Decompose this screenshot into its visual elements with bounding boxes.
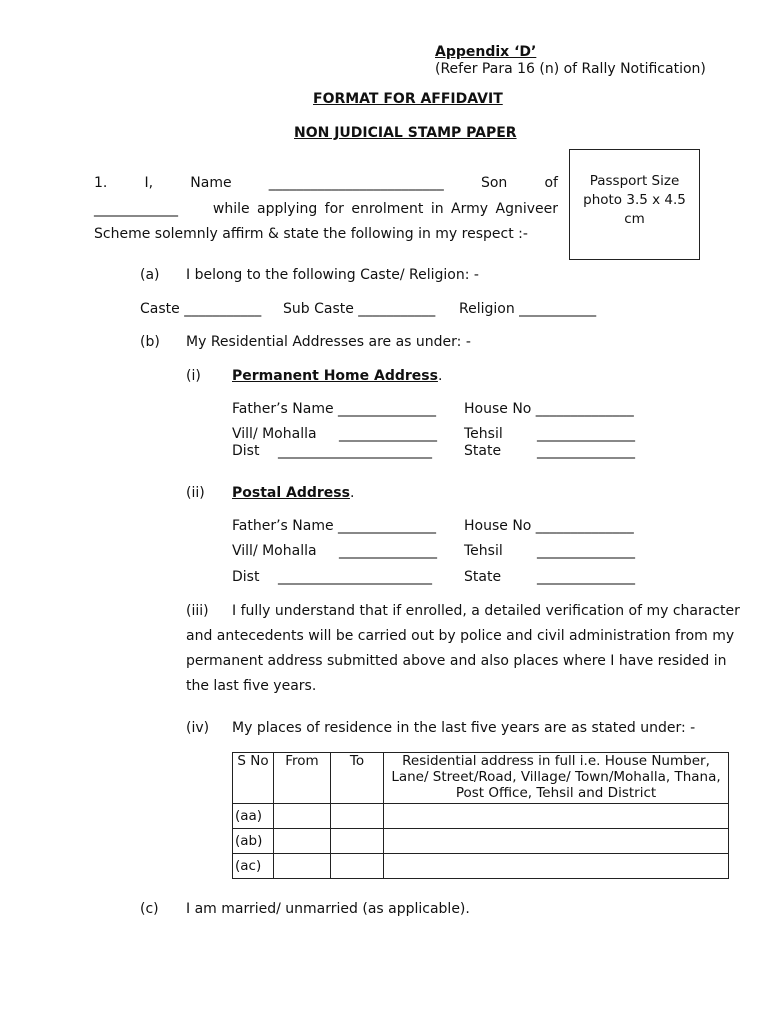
para1-number: 1. [94,175,108,191]
para1-name-label: Name [190,175,232,191]
permanent-fathers-name[interactable]: Father’s Name ______________ [232,401,437,417]
postal-title: Postal Address [232,485,350,501]
permanent-dist-label: Dist [232,443,260,459]
residence-table [232,752,729,879]
permanent-state-label: State [464,443,502,459]
section-c-text: I am married/ unmarried (as applicable). [186,901,470,917]
postal-tehsil-blank[interactable]: ______________ [537,543,635,559]
permanent-vill-label: Vill/ Mohalla [232,426,317,442]
document-title: FORMAT FOR AFFIDAVIT [313,91,503,107]
caste-field[interactable]: Caste ___________ [140,301,262,317]
section-b-text: My Residential Addresses are as under: - [186,334,471,350]
permanent-dist-blank[interactable]: ______________________ [278,443,432,459]
para1-son: Son [480,175,508,191]
section-b-label: (b) [140,334,160,350]
permanent-tehsil-blank[interactable]: ______________ [537,426,635,442]
name-blank[interactable]: _________________________ [268,175,444,191]
para-iii-line4: the last five years. [186,678,317,694]
postal-dist-blank[interactable]: ______________________ [278,569,432,585]
section-c-label: (c) [140,901,159,917]
postal-house-no[interactable]: House No ______________ [464,518,634,534]
postal-state-blank[interactable]: ______________ [537,569,635,585]
para1-line2-text: while applying for enrolment in Army Agniveer [212,201,558,217]
religion-field[interactable]: Religion ___________ [459,301,597,317]
postal-label: (ii) [186,485,205,501]
postal-vill-label: Vill/ Mohalla [232,543,317,559]
row-to-cell[interactable] [331,854,384,879]
section-a-label: (a) [140,267,160,283]
postal-dist-label: Dist [232,569,260,585]
refer-note: (Refer Para 16 (n) of Rally Notification) [435,61,706,77]
para1-i: I, [144,175,154,191]
postal-vill-blank[interactable]: ______________ [339,543,437,559]
permanent-house-no[interactable]: House No ______________ [464,401,634,417]
table-row [233,804,729,829]
row-to-cell[interactable] [331,804,384,829]
col-residential-address: Residential address in full i.e. House Number, Lane/ Street/Road, Village/ Town/Mohalla, Thana, Post Office, Tehsil and District [384,753,729,804]
section-a-text: I belong to the following Caste/ Religion: - [186,267,479,283]
postal-tehsil-label: Tehsil [464,543,503,559]
para-iii-line2: and antecedents will be carried out by police and civil administration from my [186,628,735,644]
row-address-cell[interactable] [384,854,729,879]
para-iv-text: My places of residence in the last five years are as stated under: - [232,720,696,736]
para1-line3: Scheme solemnly affirm & state the following in my respect :- [94,226,528,242]
table-row [233,829,729,854]
passport-photo-box [569,149,700,260]
row-from-cell[interactable] [274,854,331,879]
postal-fathers-name[interactable]: Father’s Name ______________ [232,518,437,534]
table-row [233,854,729,879]
para-iv-label: (iv) [186,720,210,736]
row-serial: (aa) [233,804,274,829]
father-name-blank[interactable]: ____________ [94,201,178,217]
stamp-paper-subtitle: NON JUDICIAL STAMP PAPER [294,125,517,141]
para1-line1 [94,174,558,192]
row-serial: (ab) [233,829,274,854]
appendix-label: Appendix ‘D’ [435,44,537,60]
permanent-heading [232,367,442,385]
row-serial: (ac) [233,854,274,879]
permanent-title: Permanent Home Address [232,368,438,384]
postal-heading [232,484,354,502]
table-header-row [233,753,729,804]
para1-of: of [544,175,558,191]
col-from: From [274,753,331,804]
permanent-label: (i) [186,368,201,384]
row-from-cell[interactable] [274,829,331,854]
permanent-tehsil-label: Tehsil [464,426,503,442]
col-to: To [331,753,384,804]
col-s-no: S No [233,753,274,804]
row-to-cell[interactable] [331,829,384,854]
para1-line2 [94,200,558,218]
passport-photo-label: Passport Size photo 3.5 x 4.5 cm [583,173,686,227]
para-iii-label: (iii) [186,603,209,619]
para-iii-line3: permanent address submitted above and also places where I have resided in [186,653,727,669]
para-iii-line1: I fully understand that if enrolled, a detailed verification of my character [232,603,740,619]
permanent-vill-blank[interactable]: ______________ [339,426,437,442]
subcaste-field[interactable]: Sub Caste ___________ [283,301,436,317]
row-from-cell[interactable] [274,804,331,829]
permanent-period: . [437,368,443,384]
permanent-state-blank[interactable]: ______________ [537,443,635,459]
postal-state-label: State [464,569,502,585]
row-address-cell[interactable] [384,829,729,854]
postal-period: . [349,485,355,501]
row-address-cell[interactable] [384,804,729,829]
